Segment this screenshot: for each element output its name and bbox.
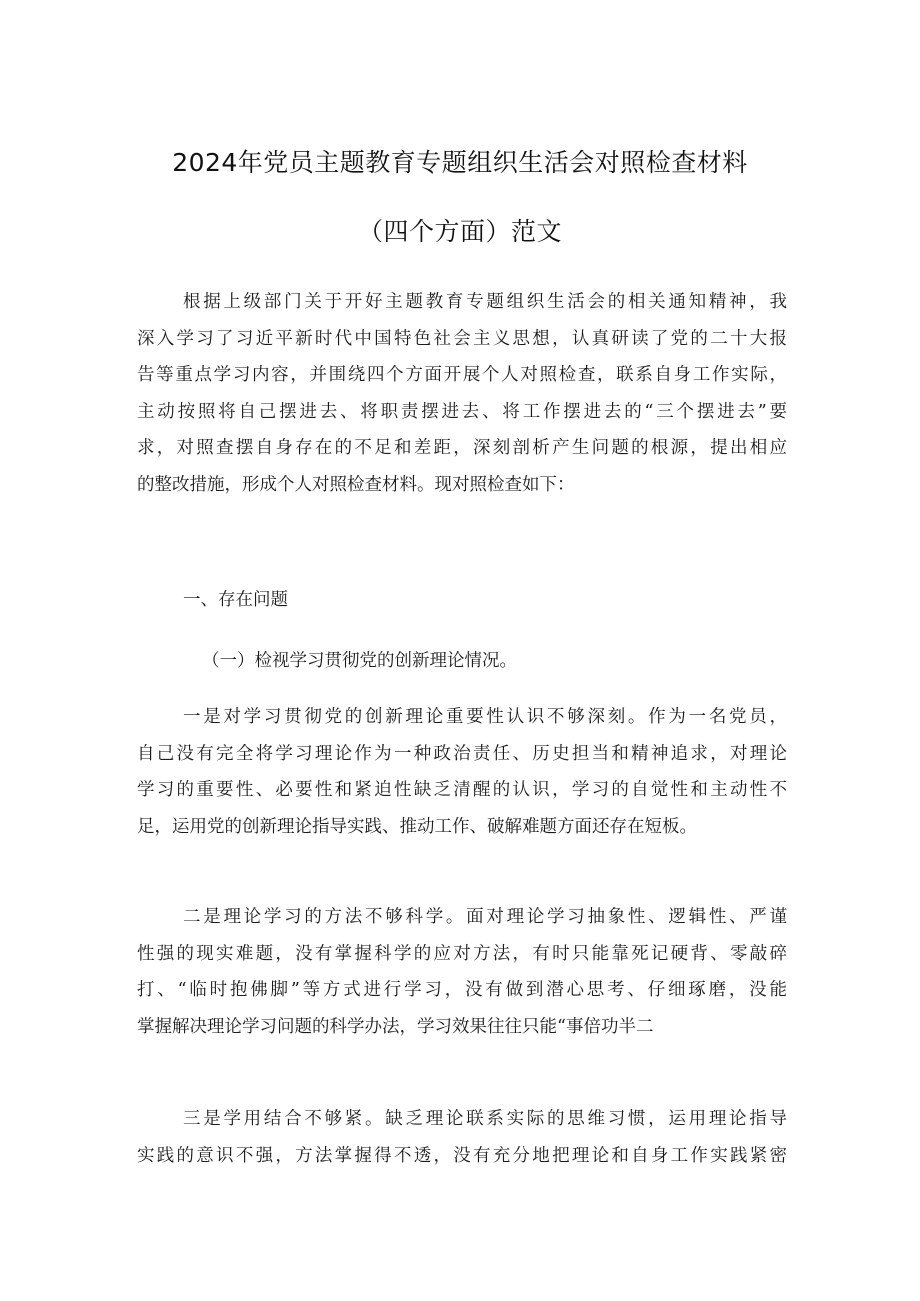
paragraph-line: 三是学用结合不够紧。缺乏理论联系实际的思维习惯，运用理论指导 <box>183 1109 787 1129</box>
document-title-line-2: （四个方面）范文 <box>357 217 562 246</box>
paragraph-line: 的整改措施，形成个人对照检查材料。现对照检查如下： <box>137 474 575 495</box>
point-three-paragraph <box>137 1101 787 1174</box>
paragraph-line: 一是对学习贯彻党的创新理论重要性认识不够深刻。作为一名党员， <box>183 707 787 727</box>
paragraph-line: 学习的重要性、必要性和紧迫性缺乏清醒的认识，学习的自觉性和主动性不 <box>137 780 787 800</box>
paragraph-line: 二是理论学习的方法不够科学。面对理论学习抽象性、逻辑性、严谨 <box>183 907 787 927</box>
document-title-line-1: 2024年党员主题教育专题组织生活会对照检查材料 <box>172 148 748 177</box>
paragraph-line: 性强的现实难题，没有掌握科学的应对方法，有时只能靠死记硬背、零敲碎 <box>137 943 787 964</box>
subsection-heading: （一）检视学习贯彻党的创新理论情况。 <box>202 651 517 671</box>
point-one-paragraph <box>137 699 787 845</box>
paragraph-line: 足，运用党的创新理论指导实践、推动工作、破解难题方面还存在短板。 <box>137 816 697 837</box>
paragraph-line: 掌握解决理论学习问题的科学办法，学习效果往往只能“事倍功半二 <box>137 1016 654 1037</box>
point-two-paragraph <box>137 899 787 1045</box>
paragraph-line: 告等重点学习内容，并围绕四个方面开展个人对照检查，联系自身工作实际， <box>137 365 787 385</box>
section-heading: 一、存在问题 <box>183 590 288 610</box>
paragraph-line: 根据上级部门关于开好主题教育专题组织生活会的相关通知精神，我 <box>183 292 787 312</box>
paragraph-line: 求，对照查摆自身存在的不足和差距，深刻剖析产生问题的根源，提出相应 <box>137 438 787 458</box>
paragraph-line: 深入学习了习近平新时代中国特色社会主义思想，认真研读了党的二十大报 <box>137 328 787 349</box>
paragraph-line: 主动按照将自己摆进去、将职责摆进去、将工作摆进去的“三个摆进去”要 <box>137 401 787 422</box>
paragraph-line: 打、“临时抱佛脚”等方式进行学习，没有做到潜心思考、仔细琢磨，没能 <box>137 980 787 1000</box>
paragraph-line: 实践的意识不强，方法掌握得不透，没有充分地把理论和自身工作实践紧密 <box>137 1145 787 1166</box>
intro-paragraph <box>137 284 787 503</box>
paragraph-line: 自己没有完全将学习理论作为一种政治责任、历史担当和精神追求，对理论 <box>137 743 787 764</box>
